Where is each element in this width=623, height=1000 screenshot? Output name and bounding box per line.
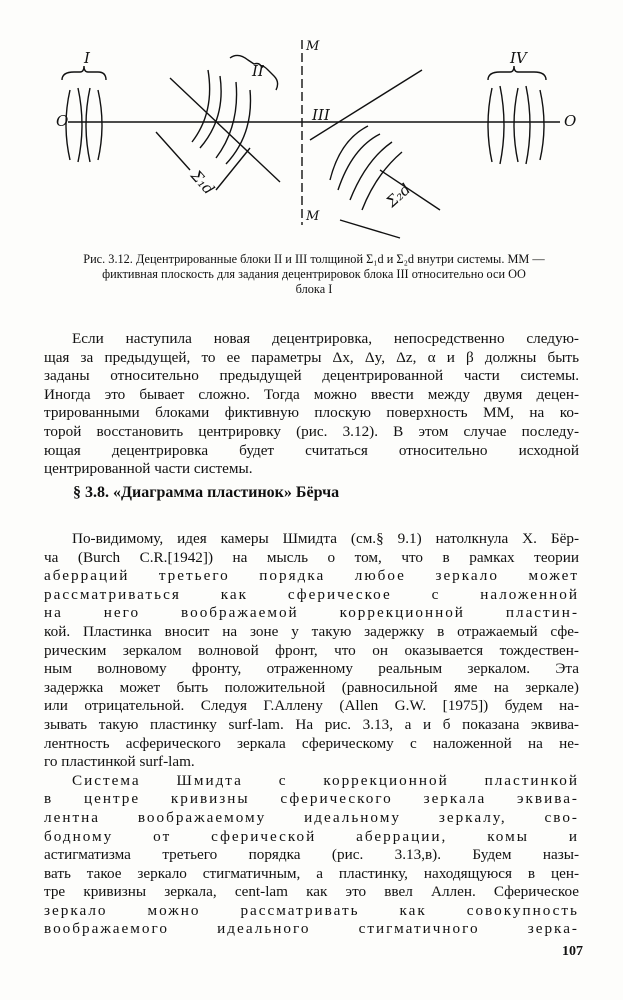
text-line: воображаемого идеального стигматичного зерка-: [44, 920, 579, 938]
caption-line: Рис. 3.12. Децентрированные блоки II и III толщиной Σ₁d и Σ₂d внутри системы. MM —: [83, 252, 545, 266]
label-block-1: I: [84, 49, 90, 67]
block-2-extent-line-left: [156, 132, 190, 170]
paragraph-burch: [44, 530, 579, 939]
text-line: ча (Burch C.R.[1942]) на мысль о том, что в рамках теории: [44, 548, 579, 566]
block-3-extent-line: [340, 220, 400, 238]
page-number: 107: [562, 944, 583, 959]
text-line: Если наступила новая децентрировка, непосредственно следую-: [72, 330, 579, 347]
label-axis-right: O: [564, 112, 577, 130]
text-line: зывать такую пластинку surf-lam. На рис. 3.13, а и б показана эквива-: [44, 715, 579, 733]
text-line: трированными блоками фиктивную плоскую поверхность MM, на ко-: [44, 404, 579, 422]
label-block-3: III: [312, 106, 330, 124]
block-4-lenses: [488, 86, 544, 164]
text-line: в центре кривизны сферического зеркала эквива-: [44, 790, 579, 808]
text-line: торой восстановить центрировку (рис. 3.12). В этом случае последу-: [44, 422, 579, 440]
text-line: кой. Пластинка вносит на зоне y такую задержку в отражаемый сфе-: [44, 622, 579, 640]
block-3-axis-line: [310, 70, 422, 140]
text-line: бодному от сферической аберрации, комы и: [44, 827, 579, 845]
label-plane-bottom: M: [306, 209, 320, 224]
text-line: По-видимому, идея камеры Шмидта (см.§ 9.1) натолкнула Х. Бёр-: [72, 530, 579, 547]
label-thickness-1: Σ₁d: [187, 166, 218, 199]
text-line: вать такое зеркало стигматичным, а пластинку, находящуюся в цен-: [44, 864, 579, 882]
text-line: лентность асферического зеркала сферическому с наложенной на не-: [44, 734, 579, 752]
section-heading: § 3.8. «Диаграмма пластинок» Бёрча: [73, 484, 340, 501]
text-line: ющая децентрировка будет считаться относительно исходной: [44, 441, 579, 459]
text-line: аберраций третьего порядка любое зеркало может: [44, 567, 579, 585]
text-line: тре кривизны зеркала, cent-lam как это ввел Аллен. Сферическое: [44, 883, 579, 901]
text-line: на него воображаемой коррекционной пластин-: [44, 604, 579, 622]
text-line: Система Шмидта с коррекционной пластинкой: [72, 771, 579, 789]
block-4-brace: [488, 66, 546, 80]
label-block-4: IV: [510, 49, 527, 67]
label-block-2: II: [252, 62, 264, 80]
text-line: заданы относительно предыдущей децентрированной части системы.: [44, 367, 579, 385]
text-line: астигматизма третьего порядка (рис. 3.13,в). Будем назы-: [44, 846, 579, 864]
optical-diagram-figure: [40, 30, 585, 245]
text-line: центрированной части системы.: [44, 460, 253, 478]
paragraph-decentration: [44, 330, 579, 479]
text-line: или отрицательной. Следуя Г.Аллену (Allen G.W. [1975]) будем на-: [44, 697, 579, 715]
text-line: го пластинкой surf-lam.: [44, 753, 195, 771]
text-line: зеркало можно рассматривать как совокупность: [44, 901, 579, 919]
text-line: задержка может быть положительной (равносильной яме на зеркале): [44, 678, 579, 696]
text-line: щая за предыдущей, то ее параметры Δx, Δy, Δz, α и β должны быть: [44, 348, 579, 366]
text-line: рическим зеркалом волновой фронт, что он оказывается тождествен-: [44, 641, 579, 659]
text-line: рассматриваться как сферическое с наложенной: [44, 585, 579, 603]
optical-diagram: [40, 30, 585, 245]
label-axis-left: O: [56, 112, 69, 130]
figure-caption: [44, 252, 584, 297]
block-1-lenses: [66, 88, 102, 162]
label-thickness-2: Σ₂d: [382, 180, 415, 211]
label-plane-top: M: [306, 39, 320, 54]
text-line: Иногда это бывает сложно. Тогда можно ввести между двумя децен-: [44, 385, 579, 403]
text-line: лентна воображаемому идеальному зеркалу, сво-: [44, 808, 579, 826]
caption-line: фиктивная плоскость для задания децентрировок блока III относительно оси OO: [102, 267, 526, 281]
block-1-brace: [62, 66, 106, 80]
block-2-extent-line-right: [216, 148, 250, 190]
caption-line: блока I: [295, 282, 333, 296]
text-line: ным волновому фронту, отраженному реальным зеркалом. Эта: [44, 660, 579, 678]
block-2-lenses: [192, 70, 251, 164]
